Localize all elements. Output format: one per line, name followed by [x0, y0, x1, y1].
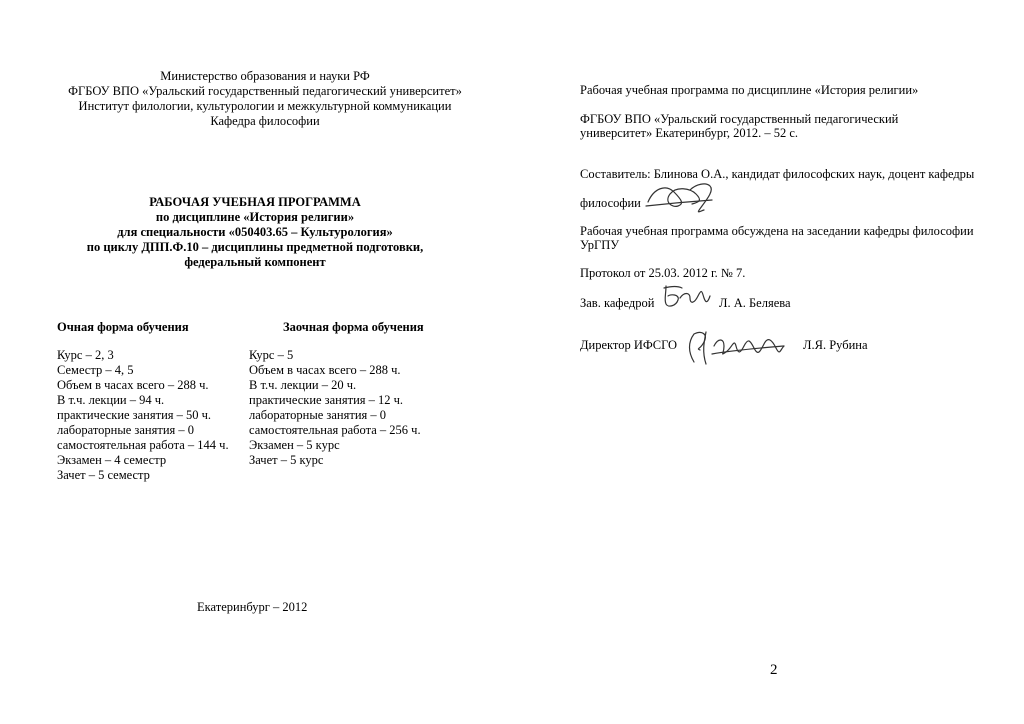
footer-city-year: Екатеринбург – 2012	[197, 600, 308, 614]
full-time-item: Курс – 2, 3	[57, 348, 114, 362]
compiler-signature	[644, 180, 716, 214]
full-time-item: Семестр – 4, 5	[57, 363, 134, 377]
discussed-line-2: УрГПУ	[580, 238, 620, 252]
header-line: Кафедра философии	[210, 114, 320, 128]
discussed-line-1: Рабочая учебная программа обсуждена на заседании кафедры философии	[580, 224, 974, 238]
publisher-line-2: университет» Екатеринбург, 2012. – 52 с.	[580, 126, 798, 140]
full-time-item: лабораторные занятия – 0	[57, 423, 195, 437]
correspondence-item: практические занятия – 12 ч.	[249, 393, 404, 407]
title-line: федеральный компонент	[184, 255, 326, 269]
correspondence-item: В т.ч. лекции – 20 ч.	[249, 378, 357, 392]
full-time-item: самостоятельная работа – 144 ч.	[57, 438, 229, 452]
full-time-list	[57, 348, 229, 483]
header-line: Институт филологии, культурологии и межкультурной коммуникации	[78, 99, 452, 113]
correspondence-heading: Заочная форма обучения	[283, 320, 424, 334]
correspondence-item: Зачет – 5 курс	[249, 453, 324, 467]
page-number: 2	[770, 662, 778, 678]
title-line: РАБОЧАЯ УЧЕБНАЯ ПРОГРАММА	[149, 195, 361, 209]
title-block	[30, 195, 480, 270]
full-time-item: Зачет – 5 семестр	[57, 468, 150, 482]
full-time-item: Объем в часах всего – 288 ч.	[57, 378, 209, 392]
protocol-line: Протокол от 25.03. 2012 г. № 7.	[580, 266, 746, 280]
head-label: Зав. кафедрой	[580, 296, 655, 310]
title-line: для специальности «050403.65 – Культурология»	[117, 225, 393, 239]
full-time-item: В т.ч. лекции – 94 ч.	[57, 393, 165, 407]
correspondence-item: Экзамен – 5 курс	[249, 438, 340, 452]
correspondence-item: Объем в часах всего – 288 ч.	[249, 363, 401, 377]
header-line: ФГБОУ ВПО «Уральский государственный педагогический университет»	[68, 84, 462, 98]
correspondence-item: самостоятельная работа – 256 ч.	[249, 423, 421, 437]
correspondence-item: лабораторные занятия – 0	[249, 408, 387, 422]
correspondence-list	[249, 348, 421, 468]
title-line: по дисциплине «История религии»	[155, 210, 355, 224]
head-signature	[660, 282, 714, 310]
header-block	[40, 69, 490, 129]
publisher-line-1: ФГБОУ ВПО «Уральский государственный педагогический	[580, 112, 899, 126]
program-title: Рабочая учебная программа по дисциплине «История религии»	[580, 83, 919, 97]
full-time-item: Экзамен – 4 семестр	[57, 453, 167, 467]
director-signature	[684, 328, 788, 368]
director-name: Л.Я. Рубина	[803, 338, 868, 352]
head-name: Л. А. Беляева	[719, 296, 791, 310]
header-line: Министерство образования и науки РФ	[160, 69, 370, 83]
correspondence-item: Курс – 5	[249, 348, 294, 362]
title-line: по циклу ДПП.Ф.10 – дисциплины предметной подготовки,	[86, 240, 424, 254]
full-time-heading: Очная форма обучения	[57, 320, 189, 334]
compiler-line-2: философии	[580, 196, 641, 210]
full-time-item: практические занятия – 50 ч.	[57, 408, 212, 422]
director-label: Директор ИФСГО	[580, 338, 678, 352]
compiler-line-1: Составитель: Блинова О.А., кандидат философских наук, доцент кафедры	[580, 167, 975, 181]
